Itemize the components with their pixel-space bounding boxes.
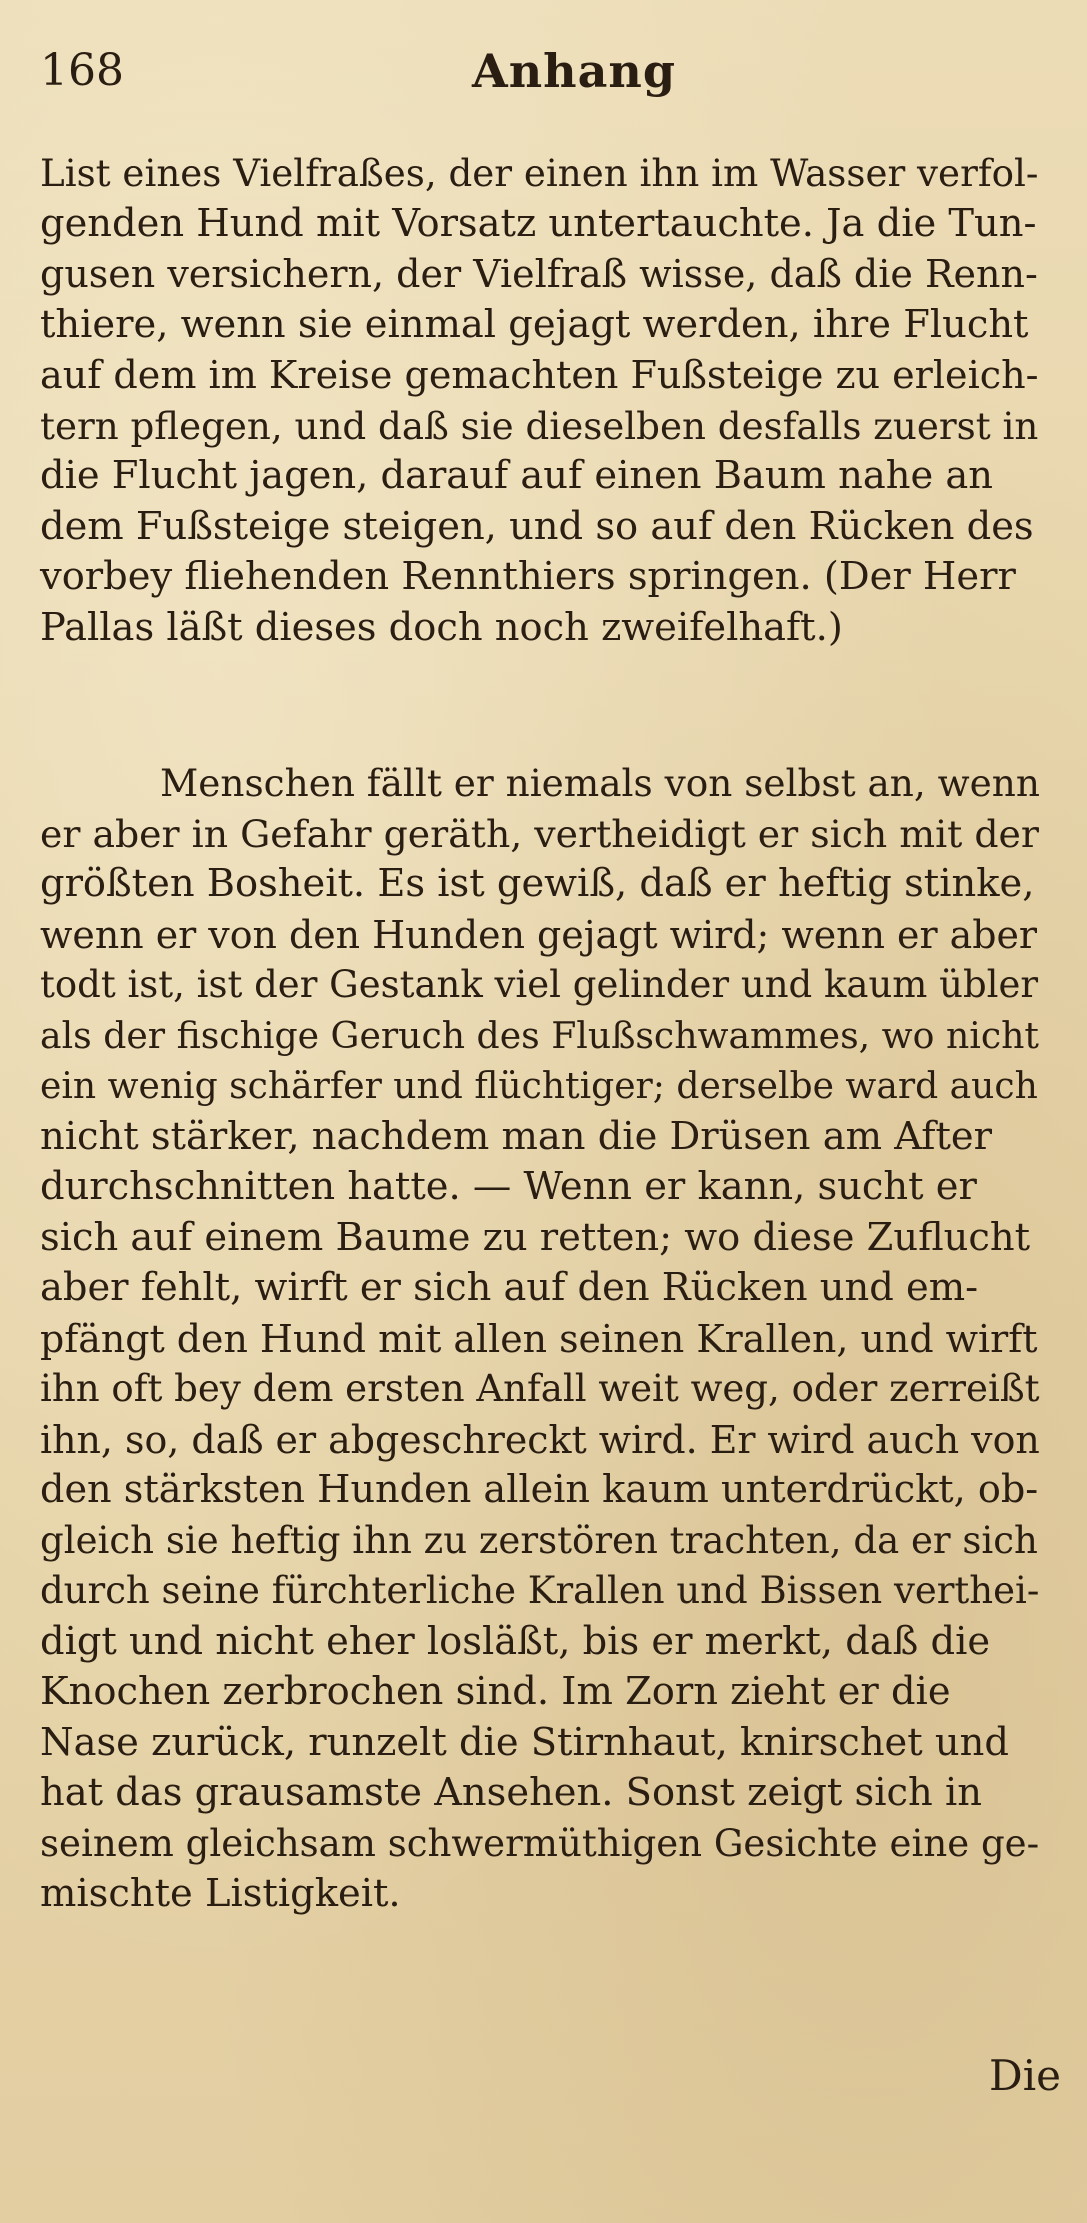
text-line: größten Bosheit. Es ist gewiß, daß er heftig stinke, [40,861,1035,906]
running-head: Anhang [472,44,676,98]
catchword: Die [989,2051,1061,2100]
text-line: digt und nicht eher losläßt, bis er merkt, daß die [40,1618,991,1664]
text-line: nicht stärker, nachdem man die Drüsen am After [40,1113,992,1159]
text-line: wenn er von den Hunden gejagt wird; wenn er aber [40,912,1037,957]
text-line: genden Hund mit Vorsatz untertauchte. Ja die Tun- [40,200,1037,246]
text-line: sich auf einem Baume zu retten; wo diese Zuflucht [40,1214,1031,1260]
text-line: durchschnitten hatte. — Wenn er kann, sucht er [40,1164,977,1209]
text-line: ihn oft bey dem ersten Anfall weit weg, oder zerreißt [40,1367,1040,1410]
text-line: Menschen fällt er niemals von selbst an, wenn [160,761,1040,805]
paragraph-1 [40,148,1080,653]
text-line: seinem gleichsam schwermüthigen Gesichte eine ge- [40,1821,1040,1865]
text-line: durch seine fürchterliche Krallen und Bissen verthei- [40,1569,1040,1612]
text-line: als der fischige Geruch des Flußschwammes, wo nicht [40,1013,1039,1057]
text-line: ihn, so, daß er abgeschreckt wird. Er wird auch von [40,1417,1040,1462]
page-number: 168 [40,45,124,96]
text-line: Knochen zerbrochen sind. Im Zorn zieht er die [40,1669,951,1714]
text-line: auf dem im Kreise gemachten Fußsteige zu erleich- [40,353,1039,397]
text-line: er aber in Gefahr geräth, vertheidigt er sich mit der [40,811,1039,856]
text-line: hat das grausamste Ansehen. Sonst zeigt sich in [40,1770,982,1815]
text-line: thiere, wenn sie einmal gejagt werden, ihre Flucht [40,301,1029,347]
text-line: vorbey fliehenden Rennthiers springen. (Der Herr [40,554,1016,599]
text-line: tern pflegen, und daß sie dieselben desfalls zuerst in [40,403,1039,448]
text-line: Pallas läßt dieses doch noch zweifelhaft.) [40,604,843,650]
text-line: die Flucht jagen, darauf auf einen Baum nahe an [40,453,994,498]
text-line: aber fehlt, wirft er sich auf den Rücken und em- [40,1265,979,1310]
text-line: gusen versichern, der Vielfraß wisse, daß die Renn- [40,252,1038,296]
paragraph-2 [40,758,1080,1920]
text-line: dem Fußsteige steigen, und so auf den Rücken des [40,503,1034,549]
text-line: den stärksten Hunden allein kaum unterdrückt, ob- [40,1468,1039,1512]
text-line: List eines Vielfraßes, der einen ihn im Wasser verfol- [40,151,1039,195]
page-header [40,36,1050,106]
text-line: mischte Listigkeit. [40,1871,401,1916]
text-line: gleich sie heftig ihn zu zerstören trachten, da er sich [40,1518,1038,1562]
text-line: ein wenig schärfer und flüchtiger; derselbe ward auch [40,1065,1038,1107]
text-line: pfängt den Hund mit allen seinen Krallen, und wirft [40,1316,1038,1361]
text-line: todt ist, ist der Gestank viel gelinder und kaum übler [40,963,1039,1006]
text-line: Nase zurück, runzelt die Stirnhaut, knirschet und [40,1719,1009,1765]
